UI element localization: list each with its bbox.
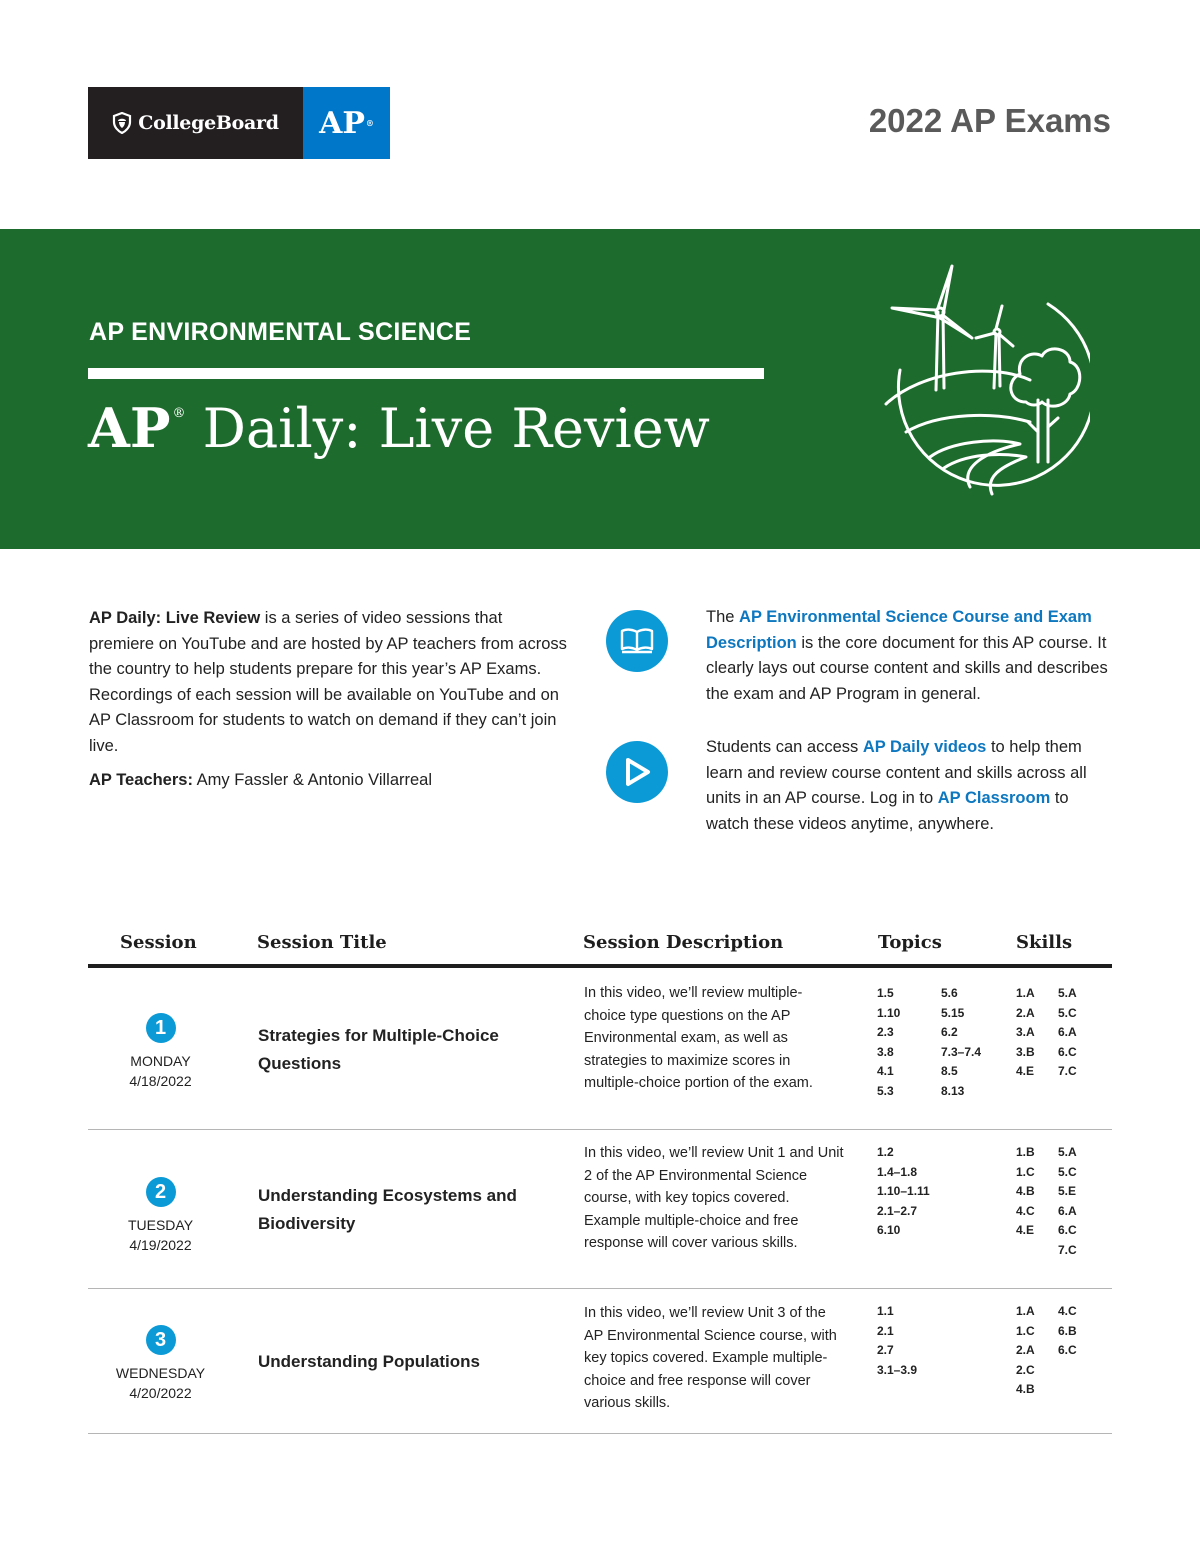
topic-code: 1.10 xyxy=(877,1005,901,1020)
skill-code: 5.C xyxy=(1058,1005,1077,1020)
intro-body: is a series of video sessions that premiere on YouTube and are hosted by AP teachers from across the country to help students prepare for this year’s AP Exams. Recordings of each session will be available on YouTube and on AP Classroom for students to watch on demand if they can’t join live. xyxy=(89,609,567,755)
collegeboard-ap-logo xyxy=(88,87,390,159)
skill-code: 6.C xyxy=(1058,1343,1077,1357)
skill-code: 2.C xyxy=(1016,1362,1035,1377)
table-row xyxy=(88,1130,1112,1289)
skill-code: 6.C xyxy=(1058,1044,1077,1059)
skill-code: 4.E xyxy=(1016,1223,1035,1237)
topic-code: 8.13 xyxy=(941,1083,965,1098)
topic-code: 1.2 xyxy=(877,1145,894,1159)
header-skills: Skills xyxy=(1016,932,1073,953)
session-title: Strategies for Multiple-Choice Questions xyxy=(258,1026,499,1073)
course-subject: AP ENVIRONMENTAL SCIENCE xyxy=(89,318,472,346)
banner-divider xyxy=(88,368,764,379)
topic-code: 5.6 xyxy=(941,986,958,1000)
exams-year-label: 2022 AP Exams xyxy=(868,102,1111,139)
topic-code xyxy=(941,1163,1011,1183)
topic-code: 3.8 xyxy=(877,1044,894,1059)
topic-code xyxy=(941,1182,1011,1202)
topic-code xyxy=(941,1322,1011,1342)
page-title-ap: AP xyxy=(88,396,171,460)
skill-code xyxy=(1016,1241,1058,1261)
collegeboard-wordmark: CollegeBoard xyxy=(138,112,279,134)
session-topics xyxy=(877,1302,1011,1380)
topic-code: 3.1–3.9 xyxy=(877,1362,918,1377)
skill-code: 1.B xyxy=(1016,1145,1035,1159)
ap-logo xyxy=(303,87,390,159)
topic-code: 1.5 xyxy=(877,986,894,1000)
ap-classroom-link[interactable]: AP Classroom xyxy=(937,789,1051,807)
skill-code: 4.C xyxy=(1058,1304,1077,1318)
topic-code xyxy=(941,1143,1011,1163)
topic-code: 1.10–1.11 xyxy=(877,1184,930,1198)
session-date: 4/20/2022 xyxy=(129,1385,192,1401)
ced-info xyxy=(706,605,1116,707)
play-icon xyxy=(606,741,668,803)
header-topics: Topics xyxy=(878,932,942,953)
session-cell xyxy=(88,1325,233,1403)
session-topics xyxy=(877,984,1011,1101)
session-skills xyxy=(1016,1302,1098,1400)
topic-code: 2.1 xyxy=(877,1323,894,1338)
skill-code: 6.A xyxy=(1058,1025,1077,1039)
page-title-rest: Daily: Live Review xyxy=(185,397,710,460)
daily-post: to watch these videos anytime, anywhere. xyxy=(706,789,1069,833)
session-title: Understanding Populations xyxy=(258,1352,480,1371)
skill-code: 5.A xyxy=(1058,986,1077,1000)
topic-code: 1.4–1.8 xyxy=(877,1164,918,1179)
session-description: In this video, we’ll review Unit 1 and Unit 2 of the AP Environmental Science course, with key topics covered. Example multiple-choice and free response will cover various skills. xyxy=(584,1145,844,1251)
topic-code: 2.3 xyxy=(877,1025,894,1039)
session-day: TUESDAY xyxy=(127,1217,194,1233)
page-title-registered: ® xyxy=(172,406,186,421)
session-day: MONDAY xyxy=(130,1053,191,1069)
daily-pre: Students can access xyxy=(706,738,863,756)
ap-daily-info xyxy=(706,735,1116,837)
skill-code: 1.C xyxy=(1016,1164,1035,1179)
session-cell xyxy=(88,1013,233,1091)
teachers-line xyxy=(89,768,569,794)
topic-code: 7.3–7.4 xyxy=(941,1044,982,1059)
sessions-table-header xyxy=(88,930,1112,968)
session-cell xyxy=(88,1177,233,1255)
skill-code: 5.A xyxy=(1058,1145,1077,1159)
session-skills xyxy=(1016,984,1098,1082)
wind-turbine-landscape-icon xyxy=(880,262,1090,502)
ap-daily-videos-link[interactable]: AP Daily videos xyxy=(862,738,987,756)
page-title xyxy=(88,396,710,460)
topic-code: 6.10 xyxy=(877,1223,901,1237)
daily-mid: to help them learn and review course content and skills across all units in an AP course. Log in to xyxy=(706,738,1087,807)
intro-paragraph xyxy=(89,606,569,759)
header-session: Session xyxy=(120,932,197,953)
topic-code: 2.1–2.7 xyxy=(877,1203,918,1218)
header-session-description: Session Description xyxy=(583,932,784,953)
topic-code: 1.1 xyxy=(877,1304,894,1318)
skill-code: 4.C xyxy=(1016,1203,1035,1218)
skill-code: 5.C xyxy=(1058,1164,1077,1179)
intro-text xyxy=(89,606,569,794)
session-number-badge: 3 xyxy=(146,1325,176,1355)
ced-post: is the core document for this AP course. It clearly lays out course content and skills and describes the exam and AP Program in general. xyxy=(706,633,1108,703)
session-date: 4/18/2022 xyxy=(129,1073,192,1089)
skill-code: 1.C xyxy=(1016,1323,1035,1338)
session-number-badge: 2 xyxy=(146,1177,176,1207)
skill-code: 7.C xyxy=(1058,1242,1077,1257)
table-row xyxy=(88,972,1112,1130)
skill-code: 3.A xyxy=(1016,1025,1035,1039)
session-topics xyxy=(877,1143,1011,1241)
topic-code: 5.15 xyxy=(941,1005,965,1020)
skill-code: 2.A xyxy=(1016,1005,1035,1020)
skill-code: 2.A xyxy=(1016,1343,1035,1357)
topic-code: 5.3 xyxy=(877,1083,894,1098)
session-title: Understanding Ecosystems and Biodiversity xyxy=(258,1186,517,1233)
teachers-names: Amy Fassler & Antonio Villarreal xyxy=(192,771,433,789)
ap-logo-registered: ® xyxy=(365,118,374,128)
skill-code: 4.B xyxy=(1016,1184,1035,1198)
table-row xyxy=(88,1289,1112,1434)
skill-code: 5.E xyxy=(1058,1184,1077,1198)
topic-code xyxy=(941,1361,1011,1381)
topic-code xyxy=(941,1221,1011,1241)
skill-code: 3.B xyxy=(1016,1044,1035,1059)
ced-pre: The xyxy=(706,608,740,626)
open-book-icon xyxy=(606,610,668,672)
topic-code: 6.2 xyxy=(941,1025,958,1039)
skill-code: 4.E xyxy=(1016,1064,1035,1078)
session-description: In this video, we’ll review multiple-choice type questions on the AP Environmental exam, as well as strategies to maximize scores in multiple-choice portion of the exam. xyxy=(584,985,813,1091)
acorn-shield-icon xyxy=(112,112,132,134)
collegeboard-logo xyxy=(88,87,303,159)
topic-code xyxy=(941,1341,1011,1361)
session-description: In this video, we’ll review Unit 3 of the AP Environmental Science course, with key topics covered. Example multiple-choice and free response will cover various skills. xyxy=(584,1305,837,1411)
skill-code: 6.A xyxy=(1058,1203,1077,1218)
skill-code: 1.A xyxy=(1016,1304,1035,1318)
skill-code: 6.B xyxy=(1058,1323,1077,1338)
topic-code: 4.1 xyxy=(877,1064,894,1078)
topic-code xyxy=(941,1302,1011,1322)
topic-code: 8.5 xyxy=(941,1064,958,1078)
skill-code: 7.C xyxy=(1058,1064,1077,1078)
session-number-badge: 1 xyxy=(146,1013,176,1043)
topic-code: 2.7 xyxy=(877,1343,894,1357)
skill-code xyxy=(1058,1380,1098,1400)
skill-code xyxy=(1058,1361,1098,1381)
teachers-label: AP Teachers: xyxy=(89,771,193,789)
skill-code: 6.C xyxy=(1058,1223,1077,1237)
ced-link[interactable]: AP Environmental Science Course and Exam Description xyxy=(706,608,1092,652)
intro-lead: AP Daily: Live Review xyxy=(89,609,261,627)
skill-code: 4.B xyxy=(1016,1382,1035,1396)
topic-code xyxy=(941,1202,1011,1222)
session-day: WEDNESDAY xyxy=(115,1365,206,1381)
skill-code: 1.A xyxy=(1016,986,1035,1000)
session-skills xyxy=(1016,1143,1098,1260)
header-session-title: Session Title xyxy=(257,932,387,953)
ap-wordmark: AP xyxy=(319,105,365,141)
session-date: 4/19/2022 xyxy=(129,1237,192,1253)
